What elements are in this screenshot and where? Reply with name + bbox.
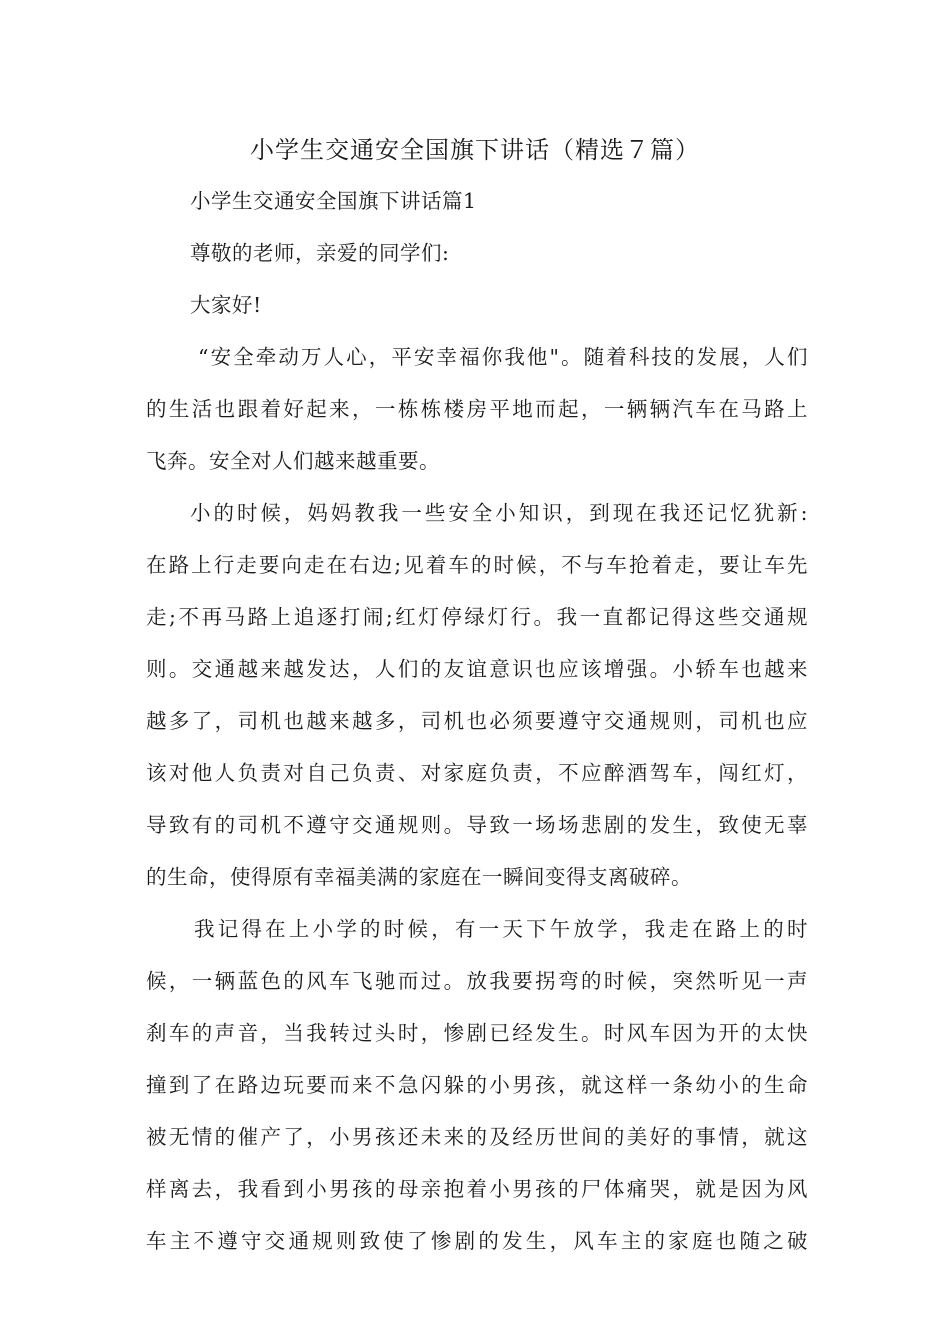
paragraph-line: 刹车的声音，当我转过头时，惨剧已经发生。时风车因为开的太快: [146, 1021, 808, 1045]
section-heading: 小学生交通安全国旗下讲话篇1: [190, 189, 477, 213]
paragraph-line: 导致有的司机不遵守交通规则。导致一场场悲剧的发生，致使无辜: [146, 813, 808, 837]
greeting-line: 大家好!: [190, 293, 262, 317]
paragraph-line: 的生命，使得原有幸福美满的家庭在一瞬间变得支离破碎。: [146, 865, 692, 889]
paragraph-line: 我记得在上小学的时候，有一天下午放学，我走在路上的时: [194, 917, 808, 941]
paragraph-line: 的生活也跟着好起来，一栋栋楼房平地而起，一辆辆汽车在马路上: [146, 397, 808, 421]
paragraph-line: “安全牵动万人心，平安幸福你我他"。随着科技的发展，人们: [198, 345, 808, 369]
paragraph-line: 越多了，司机也越来越多，司机也必须要遵守交通规则，司机也应: [146, 709, 808, 733]
document-title: 小学生交通安全国旗下讲话（精选７篇）: [250, 136, 700, 164]
paragraph-line: 撞到了在路边玩要而来不急闪躲的小男孩，就这样一条幼小的生命: [146, 1073, 808, 1097]
paragraph-line: 该对他人负责对自己负责、对家庭负责，不应醉酒驾车，闯红灯，: [146, 761, 808, 785]
paragraph-line: 小的时候，妈妈教我一些安全小知识，到现在我还记忆犹新:: [190, 501, 808, 525]
paragraph-line: 在路上行走要向走在右边;见着车的时候，不与车抢着走，要让车先: [146, 553, 808, 577]
document-body: [146, 182, 808, 1274]
paragraph-line: 则。交通越来越发达，人们的友谊意识也应该增强。小轿车也越来: [146, 657, 808, 681]
salutation-line: 尊敬的老师，亲爱的同学们:: [190, 241, 450, 265]
paragraph-line: 飞奔。安全对人们越来越重要。: [146, 449, 440, 473]
paragraph-line: 走;不再马路上追逐打闹;红灯停绿灯行。我一直都记得这些交通规: [146, 605, 808, 629]
paragraph-line: 车主不遵守交通规则致使了惨剧的发生，风车主的家庭也随之破: [146, 1229, 808, 1253]
paragraph-line: 样离去，我看到小男孩的母亲抱着小男孩的尸体痛哭，就是因为风: [146, 1177, 808, 1201]
paragraph-line: 候，一辆蓝色的风车飞驰而过。放我要拐弯的时候，突然听见一声: [146, 969, 808, 993]
paragraph-line: 被无情的催产了，小男孩还未来的及经历世间的美好的事情，就这: [146, 1125, 808, 1149]
